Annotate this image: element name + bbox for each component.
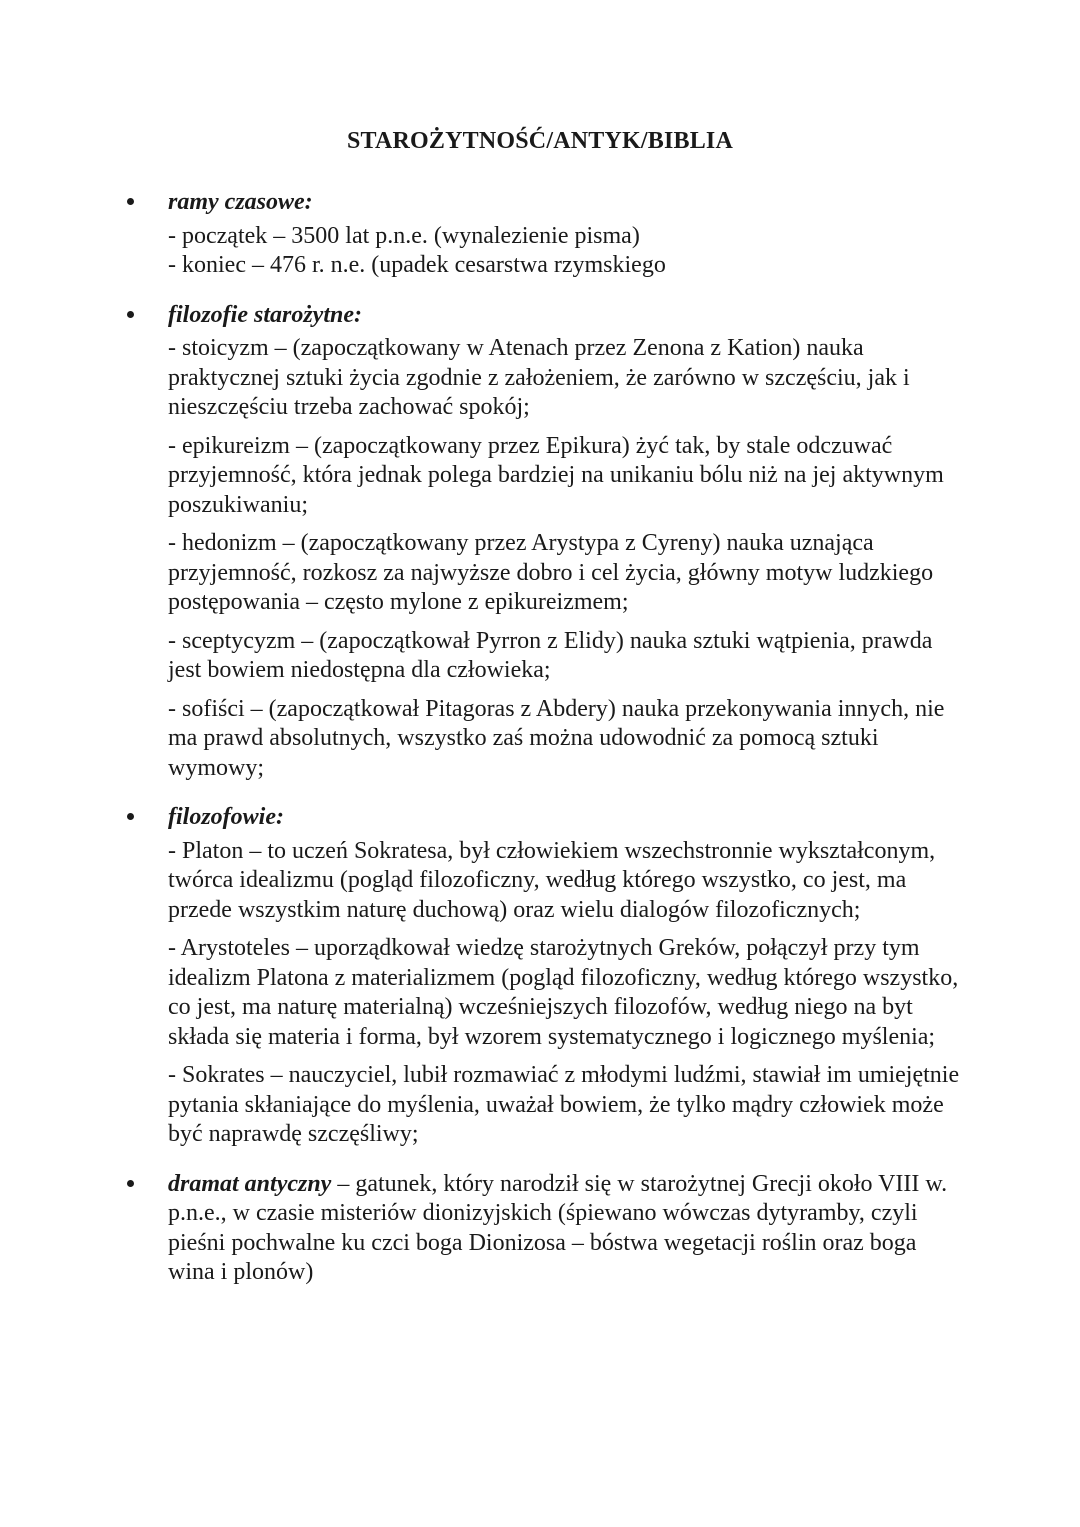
- section-body: [168, 334, 968, 783]
- section-body: [168, 222, 968, 281]
- section-philosophers: [0, 803, 1080, 1150]
- entry-hedonism: - hedonizm – (zapoczątkowany przez Arystypa z Cyreny) nauka uznająca przyjemność, rozkosz za najwyższe dobro i cel życia, główny motyw ludzkiego postępowania – często mylone z epikureizmem;: [168, 530, 934, 615]
- entry-aristotle: - Arystoteles – uporządkował wiedzę starożytnych Greków, połączył przy tym idealizm Platona z materializmem (pogląd filozoficzny, według którego wszystko, co jest, ma naturę materialną) wcześniejszych filozofów, według niego na byt składa się materia i forma, był wzorem systematycznego i logicznego myślenia;: [168, 935, 959, 1050]
- bullet-icon: [127, 813, 134, 820]
- bullet-icon: [127, 198, 134, 205]
- section-heading: filozofowie:: [168, 804, 284, 830]
- section-heading: ramy czasowe:: [168, 189, 313, 215]
- page-title: STAROŻYTNOŚĆ/ANTYK/BIBLIA: [347, 128, 733, 154]
- definition-text: – gatunek, który narodził się w starożytnej Grecji około VIII w. p.n.e., w czasie misteriów dionizyjskich (śpiewano wówczas dytyramby, czyli pieśni pochwalne ku czci boga Dionizosa – bóstwa wegetacji roślin oraz boga wina i plonów): [168, 1170, 948, 1285]
- section-ancient-philosophies: [0, 301, 1080, 784]
- section-ancient-drama: [0, 1170, 1080, 1288]
- text-line: - początek – 3500 lat p.n.e. (wynalezienie pisma): [168, 222, 640, 249]
- section-body: [168, 837, 968, 1150]
- section-time-frame: [0, 188, 1080, 281]
- section-body: [168, 1170, 968, 1288]
- text-line: - koniec – 476 r. n.e. (upadek cesarstwa rzymskiego: [168, 252, 666, 278]
- entry-epicureanism: - epikureizm – (zapoczątkowany przez Epikura) żyć tak, by stale odczuwać przyjemność, która jednak polega bardziej na unikaniu bólu niż na jej aktywnym poszukiwaniu;: [168, 432, 944, 518]
- entry-socrates: - Sokrates – nauczyciel, lubił rozmawiać z młodymi ludźmi, stawiał im umiejętnie pytania skłaniające do myślenia, uważał bowiem, że tylko mądry człowiek może być naprawdę szczęśliwy;: [168, 1062, 960, 1147]
- entry-plato: - Platon – to uczeń Sokratesa, był człowiekiem wszechstronnie wykształconym, twórca idealizmu (pogląd filozoficzny, według którego wszystko, co jest, ma przede wszystkim naturę duchową) oraz wielu dialogów filozoficznych;: [168, 837, 936, 923]
- section-heading: filozofie starożytne:: [168, 301, 362, 328]
- entry-scepticism: - sceptycyzm – (zapoczątkował Pyrron z Elidy) nauka sztuki wątpienia, prawda jest bowiem niedostępna dla człowieka;: [168, 627, 933, 683]
- section-list: [0, 188, 1080, 1288]
- entry-stoicism: - stoicyzm – (zapoczątkowany w Atenach przez Zenona z Kation) nauka praktycznej sztuki życia zgodnie z założeniem, że zarówno w szczęściu, jak i nieszczęściu trzeba zachować spokój;: [168, 335, 910, 420]
- bullet-icon: [127, 311, 134, 318]
- term-ancient-drama: dramat antyczny: [168, 1170, 332, 1197]
- entry-sophists: - sofiści – (zapoczątkował Pitagoras z Abdery) nauka przekonywania innych, nie ma prawd absolutnych, wszystko zaś można udowodnić za pomocą sztuki wymowy;: [168, 695, 945, 781]
- bullet-icon: [127, 1180, 134, 1187]
